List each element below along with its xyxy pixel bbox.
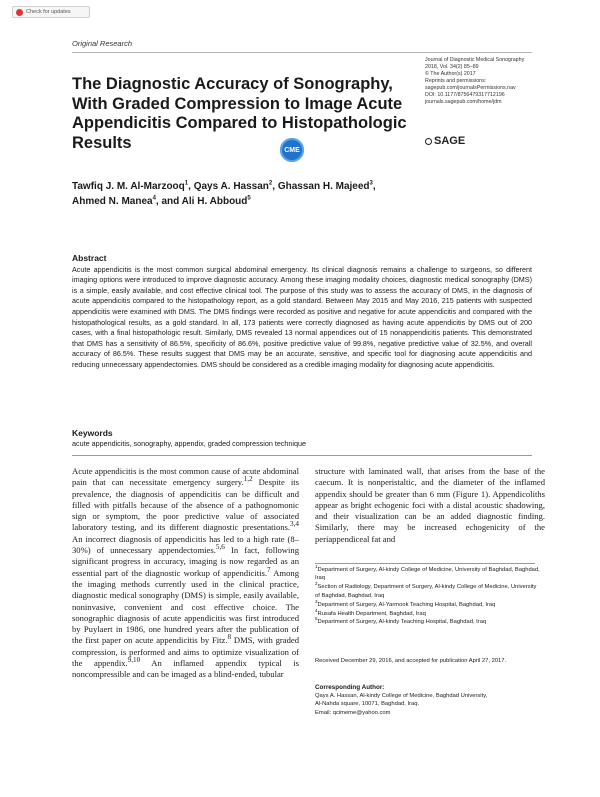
author-sup: 1 xyxy=(184,180,189,187)
affiliation-text: Department of Surgery, Al-kindy Teaching Hospital, Baghdad, Iraq xyxy=(317,619,487,626)
citation: 1,2 xyxy=(243,475,253,484)
author-name: Ahmed N. Manea xyxy=(72,195,153,207)
journal-line: 2018, Vol. 34(2) 85–89 xyxy=(425,64,479,70)
author-list: Tawfiq J. M. Al-Marzooq$^1$, Qays A. Hassan$^2$, Ghassan H. Majeed$^3$, Ahmed N. Manea$^4$, and Ali H. Abboud$^5$ xyxy=(72,180,376,207)
corresponding-line: Al-Nahda square, 10071, Baghdad, Iraq. xyxy=(315,701,420,708)
affiliation-sup: 1 xyxy=(315,564,318,570)
affiliation-item xyxy=(315,618,540,626)
affiliation-item xyxy=(315,598,540,609)
author-sup: 3 xyxy=(369,180,373,187)
cme-badge-icon xyxy=(280,138,304,162)
citation: 5,6 xyxy=(215,543,225,552)
citation: 8 xyxy=(227,633,232,642)
citation: 9,10 xyxy=(127,656,141,665)
author-sup: 5 xyxy=(247,195,251,202)
check-for-updates-badge[interactable] xyxy=(12,6,90,18)
corresponding-line: Qays A. Hassan, Al-kindy College of Medicine, Baghdad University, xyxy=(315,693,488,700)
body-text: Despite its prevalence, the diagnosis of appendicitis can be difficult and filled with pitfalls because of the absence of a pathognomonic sign or symptom, the poor predictive value of associated laboratory testing, and its different diagnostic presentations. xyxy=(72,477,299,533)
affiliation-divider xyxy=(315,563,535,564)
journal-info xyxy=(425,57,575,106)
author-name: Ghassan H. Majeed xyxy=(277,181,370,192)
journal-line: sagepub.com/journalsPermissions.nav xyxy=(425,85,516,91)
body-divider xyxy=(72,455,532,456)
author-name: Ali H. Abboud xyxy=(181,195,248,207)
affiliation-text: Department of Surgery, Al-kindy College of Medicine, University of Baghdad, Baghdad, Iraq xyxy=(315,567,540,582)
badge-label: Check for updates xyxy=(26,9,71,15)
corresponding-heading: Corresponding Author: xyxy=(315,684,385,691)
journal-line: journals.sagepub.com/home/jdm xyxy=(425,99,502,105)
journal-line: Journal of Diagnostic Medical Sonography xyxy=(425,57,525,63)
corresponding-author xyxy=(315,684,540,717)
journal-line: DOI: 10.1177/8756479317712196 xyxy=(425,92,505,98)
publisher-logo xyxy=(425,135,465,147)
affiliation-item xyxy=(315,607,540,618)
keywords-heading: Keywords xyxy=(72,428,113,438)
body-text: An inflamed appendix typical is noncompressible and can be imaged as a blind-ended, tubular xyxy=(72,658,299,680)
sage-logo-icon xyxy=(425,138,432,145)
affiliation-item xyxy=(315,566,540,583)
keywords xyxy=(72,428,532,449)
affiliation-sup: 4 xyxy=(315,607,318,613)
citation: 7 xyxy=(266,565,271,574)
cme-label: CME xyxy=(284,146,300,154)
abstract xyxy=(72,253,532,371)
publisher-name: SAGE xyxy=(434,135,466,147)
author-sup: 4 xyxy=(152,195,156,202)
author-name: Tawfiq J. M. Al-Marzooq xyxy=(72,181,185,192)
journal-line: © The Author(s) 2017 xyxy=(425,71,476,77)
abstract-heading: Abstract xyxy=(72,253,107,263)
affiliation-sup: 2 xyxy=(315,581,318,587)
affiliation-text: Department of Surgery, Al-Yarmook Teaching Hospital, Baghdad, Iraq xyxy=(317,601,496,608)
affiliation-item xyxy=(315,583,540,600)
affiliation-text: Section of Radiology, Department of Surgery, Al-kindy College of Medicine, University of Baghdad, Baghdad, Iraq xyxy=(315,584,537,599)
affiliations xyxy=(315,566,540,627)
author-sup: 2 xyxy=(268,180,273,187)
section-label: Original Research xyxy=(72,39,133,48)
top-divider xyxy=(72,52,532,53)
keywords-text: acute appendicitis, sonography, appendix, graded compression technique xyxy=(72,438,307,448)
update-icon xyxy=(16,9,23,16)
article-title: The Diagnostic Accuracy of Sonography, With Graded Compression to Image Acute Appendicitis Compared to Histopathologic Results xyxy=(72,75,407,152)
affiliation-sup: 5 xyxy=(315,616,318,622)
body-text: An incorrect diagnosis of appendicitis has led to a high rate (8–30%) of unnecessary appendectomies. xyxy=(72,533,299,556)
citation: 3,4 xyxy=(290,520,299,529)
body-text: Acute appendicitis is the most common cause of acute abdominal pain that can necessitate emergency surgery. xyxy=(72,466,299,488)
affiliation-sup: 3 xyxy=(315,598,318,604)
body-column-left xyxy=(72,466,299,681)
corresponding-email[interactable]: Email: qcimeme@yahoo.com xyxy=(315,709,391,716)
body-text: In fact, following significant progress in accuracy, imaging is now regarded as an essential part of the diagnostic workup of appendicitis. xyxy=(72,545,299,578)
body-text: DMS, with graded compression, is performed and aims to optimize visualization of the appendix. xyxy=(72,635,299,669)
author-name: Qays A. Hassan xyxy=(193,181,269,192)
received-date: Received December 29, 2016, and accepted for publication April 27, 2017. xyxy=(315,658,507,664)
affiliation-text: Rusafa Health Department, Baghdad, Iraq xyxy=(317,610,426,617)
abstract-text: Acute appendicitis is the most common surgical abdominal emergency. Its clinical diagnosis remains a challenge to surgeons, so different imaging options were introduced to improve diagnostic accuracy. Among these imaging modality choices, diagnostic medical sonography (DMS) is a simple, easily available, and cost effective clinical tool. The purpose of this study was to assess the accuracy of DMS, in the diagnosis of acute appendicitis compared to the histopathology report, as a gold standard. Between May 2015 and May 2016, 215 patients with suspected appendicitis were examined with DMS. The DMS findings were recorded as positive and negative for acute appendicitis and compared with the histopathological results, as a gold standard. In all, 173 patients were correctly diagnosed as having acute appendicitis by DMS out of 200 cases, with a final histopathologic result. Similarly, DMS revealed 13 normal appendices out of 15 nonappendicitis patients. This demonstrated that DMS has a sensitivity of 86.5%, specificity of 86.6%, positive predictive value of 99.8%, negative predictive value of 32.5%, and overall accuracy of 86.5%. These results suggest that DMS may be an accurate, sensitive, and specific tool for diagnosing acute appendicitis and reducing unnecessary appendectomies. DMS should be considered as a credible imaging modality for diagnosing acute appendicitis. xyxy=(72,264,532,369)
body-column-right: structure with laminated wall, that arises from the base of the caecum. It is nonperistaltic, and the diameter of the inflamed appendix should be greater than 6 mm (Figure 1). Appendicoliths appear as bright echogenic foci with a distal acoustic shadowing, and their visualization can be an added diagnostic finding. Similarly, there may be increased echogenicity of the periappendiceal fat and xyxy=(315,466,545,544)
body-text: Among the imaging methods currently used in the clinical practice, diagnostic medical sonography (DMS) is simple, easily available, noninvasive, convenient and cost effective choice. The sonographic diagnosis of acute appendicitis was first introduced by Puylaert in 1986, one hundred years after the publication of the first paper on acute appendicitis by Fitz. xyxy=(72,567,299,646)
journal-line: Reprints and permissions: xyxy=(425,78,487,84)
